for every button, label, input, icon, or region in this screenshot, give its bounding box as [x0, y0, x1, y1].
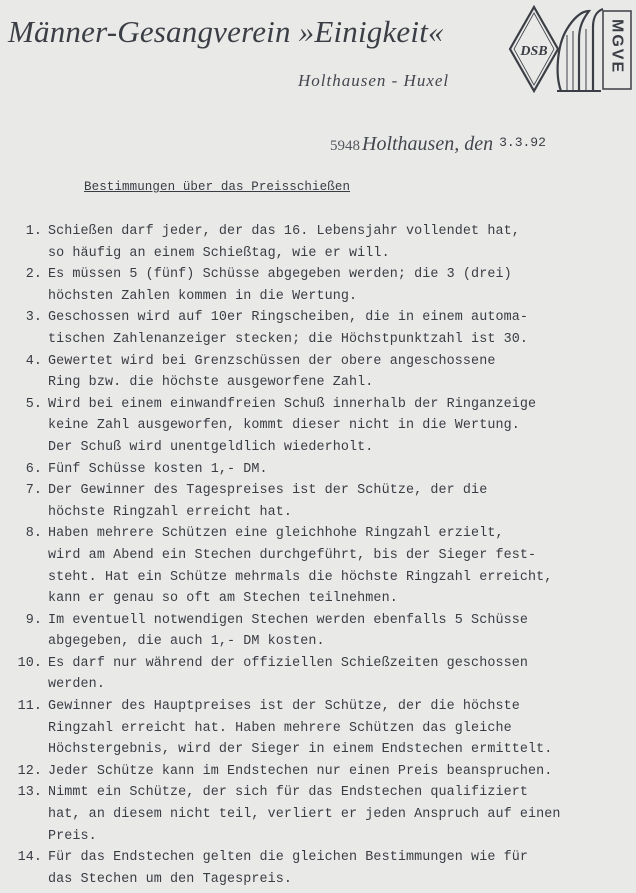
- rule-number: 1.: [25, 224, 42, 239]
- rule-text: Schießen darf jeder, der das 16. Lebensjahr vollendet hat, so häufig an einem Schießtag, wie er will.: [48, 224, 520, 261]
- rule-number: 11.: [17, 699, 42, 715]
- rule-number: 12.: [17, 763, 42, 779]
- rule-number: 2.: [25, 267, 42, 283]
- rule-item: [8, 696, 628, 761]
- rule-text: Wird bei einem einwandfreien Schuß innerhalb der Ringanzeige keine Zahl ausgeworfen, kommt dieser nicht in die Wertung. Der Schuß wird unentgeldlich wiederholt.: [48, 396, 537, 455]
- rule-item: [8, 307, 628, 350]
- dateline-postcode: 5948: [330, 138, 360, 154]
- rule-item: [8, 394, 628, 459]
- rule-text: Es darf nur während der offiziellen Schießzeiten geschossen werden.: [48, 655, 529, 693]
- rule-number: 3.: [25, 310, 42, 326]
- rule-text: Gewertet wird bei Grenzschüssen der obere angeschossene Ring bzw. die höchste ausgeworfene Zahl.: [48, 353, 496, 391]
- rule-text: Gewinner des Hauptpreises ist der Schütze, der die höchste Ringzahl erreicht hat. Haben mehrere Schützen das gleiche Höchstergebnis, wird der Sieger in einem Endstechen ermittelt.: [48, 699, 553, 758]
- rule-text: Für das Endstechen gelten die gleichen Bestimmungen wie für das Stechen um den Tagespreis.: [48, 850, 529, 887]
- rules-list: [8, 221, 628, 890]
- mgve-lyre-logo: [553, 5, 635, 93]
- rule-item: [8, 221, 628, 264]
- dateline: [330, 133, 546, 156]
- rule-item: [8, 653, 628, 696]
- mgve-logo-text: MGVE: [608, 19, 626, 75]
- rule-item: [8, 459, 628, 481]
- rule-text: Haben mehrere Schützen eine gleichhohe Ringzahl erzielt, wird am Abend ein Stechen durchgeführt, bis der Sieger fest- steht. Hat ein Schütze mehrmals die höchste Ringzahl erreicht, kann er genau so oft am Stechen teilnehmen.: [48, 526, 553, 607]
- club-location: Holthausen - Huxel: [298, 71, 450, 90]
- rule-text: Der Gewinner des Tagespreises ist der Schütze, der die höchste Ringzahl erreicht hat.: [48, 483, 488, 520]
- rule-item: [8, 480, 628, 523]
- rule-text: Jeder Schütze kann im Endstechen nur einen Preis beanspruchen.: [48, 763, 553, 779]
- rule-item: [8, 264, 628, 307]
- rule-text: Es müssen 5 (fünf) Schüsse abgegeben werden; die 3 (drei) höchsten Zahlen kommen in die Wertung.: [48, 267, 512, 304]
- rule-item: [8, 523, 628, 609]
- rule-number: 7.: [25, 483, 42, 499]
- rule-text: Geschossen wird auf 10er Ringscheiben, die in einem automa- tischen Zahlenanzeiger stecken; die Höchstpunktzahl ist 30.: [48, 310, 529, 347]
- dsb-logo-text: DSB: [520, 44, 548, 59]
- rule-text: Im eventuell notwendigen Stechen werden ebenfalls 5 Schüsse abgegeben, die auch 1,- DM kosten.: [48, 612, 529, 650]
- rule-text: Fünf Schüsse kosten 1,- DM.: [48, 461, 268, 477]
- rule-number: 5.: [25, 396, 42, 412]
- rule-item: [8, 610, 628, 653]
- rule-item: [8, 847, 628, 890]
- rule-item: [8, 761, 628, 783]
- rule-number: 9.: [25, 612, 42, 628]
- rule-number: 8.: [25, 526, 42, 542]
- rule-number: 13.: [17, 785, 42, 801]
- rule-number: 6.: [25, 461, 42, 477]
- club-name: Männer-Gesangverein »Einigkeit«: [8, 14, 444, 49]
- rule-item: [8, 782, 628, 847]
- document-title: Bestimmungen über das Preisschießen: [84, 180, 351, 194]
- rule-number: 10.: [17, 655, 42, 671]
- rule-number: 14.: [17, 850, 42, 866]
- dateline-date: 3.3.92: [499, 135, 546, 150]
- dateline-place: Holthausen, den: [362, 133, 494, 155]
- rule-item: [8, 351, 628, 394]
- rule-text: Nimmt ein Schütze, der sich für das Endstechen qualifiziert hat, an diesem nicht teil, verliert er jeden Anspruch auf einen Preis.: [48, 785, 561, 844]
- rule-number: 4.: [25, 353, 42, 369]
